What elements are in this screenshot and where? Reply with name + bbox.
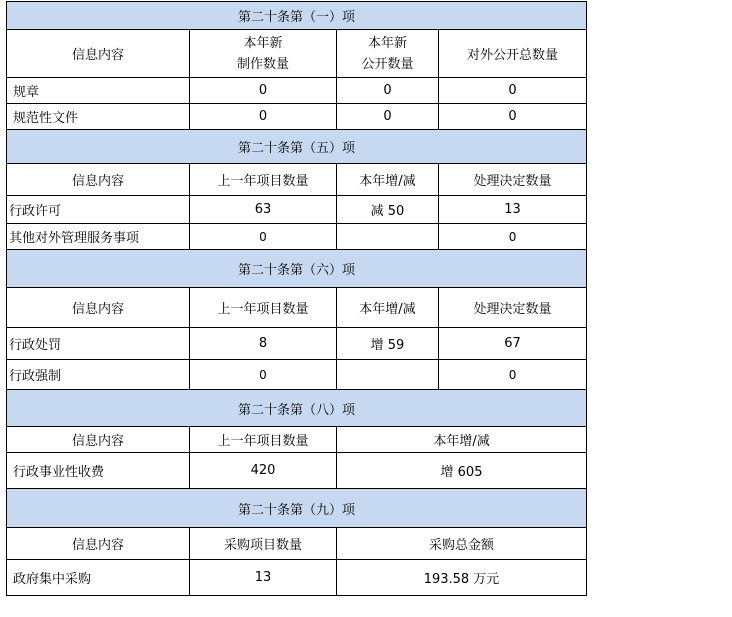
cell-value: 63: [190, 196, 337, 224]
disclosure-table: [6, 1, 587, 596]
cell-value: 0: [337, 104, 439, 130]
header-info-content: 信息内容: [7, 528, 190, 560]
row-label-normative-docs: 规范性文件: [7, 104, 190, 130]
header-prev-year-count: 上一年项目数量: [190, 427, 337, 453]
row-label-admin-penalty: 行政处罚: [7, 328, 190, 360]
row-label-other-services: 其他对外管理服务事项: [7, 224, 190, 250]
header-new-made: [190, 30, 337, 78]
header-change: 本年增/减: [337, 164, 439, 196]
cell-value: 0: [439, 224, 587, 250]
cell-value: 0: [190, 78, 337, 104]
header-info-content: 信息内容: [7, 164, 190, 196]
cell-value: 0: [439, 104, 587, 130]
header-new-made-label: 本年新 制作数量: [236, 35, 289, 72]
row-label-admin-enforcement: 行政强制: [7, 360, 190, 390]
header-new-published: [337, 30, 439, 78]
header-change: 本年增/减: [337, 288, 439, 328]
cell-value: 0: [190, 360, 337, 390]
header-new-published-label: 本年新 公开数量: [361, 35, 414, 72]
header-prev-year-count: 上一年项目数量: [190, 288, 337, 328]
cell-value: [337, 360, 439, 390]
cell-value: 增 605: [337, 453, 587, 489]
cell-value: [337, 224, 439, 250]
row-label-admin-license: 行政许可: [7, 196, 190, 224]
section-title-8: 第二十条第（八）项: [7, 390, 587, 427]
cell-value: 420: [190, 453, 337, 489]
section-title-6: 第二十条第（六）项: [7, 250, 587, 288]
cell-value: 增 59: [337, 328, 439, 360]
cell-value: 13: [190, 560, 337, 596]
cell-value: 67: [439, 328, 587, 360]
row-label-regulation: 规章: [7, 78, 190, 104]
cell-value: 0: [337, 78, 439, 104]
cell-value: 减 50: [337, 196, 439, 224]
header-procurement-count: 采购项目数量: [190, 528, 337, 560]
section-title-9: 第二十条第（九）项: [7, 489, 587, 528]
cell-value: 0: [190, 224, 337, 250]
cell-value: 0: [190, 104, 337, 130]
header-info-content: 信息内容: [7, 427, 190, 453]
section-title-5: 第二十条第（五）项: [7, 130, 587, 164]
cell-value: 0: [439, 78, 587, 104]
section-title-1: 第二十条第（一）项: [7, 2, 587, 30]
row-label-admin-fees: 行政事业性收费: [7, 453, 190, 489]
header-change: 本年增/减: [337, 427, 587, 453]
header-total-published: 对外公开总数量: [439, 30, 587, 78]
row-label-gov-procurement: 政府集中采购: [7, 560, 190, 596]
header-info-content: 信息内容: [7, 288, 190, 328]
header-info-content: 信息内容: [7, 30, 190, 78]
header-decision-count: 处理决定数量: [439, 164, 587, 196]
cell-value: 193.58 万元: [337, 560, 587, 596]
cell-value: 0: [439, 360, 587, 390]
header-procurement-amount: 采购总金额: [337, 528, 587, 560]
header-prev-year-count: 上一年项目数量: [190, 164, 337, 196]
header-decision-count: 处理决定数量: [439, 288, 587, 328]
cell-value: 8: [190, 328, 337, 360]
cell-value: 13: [439, 196, 587, 224]
